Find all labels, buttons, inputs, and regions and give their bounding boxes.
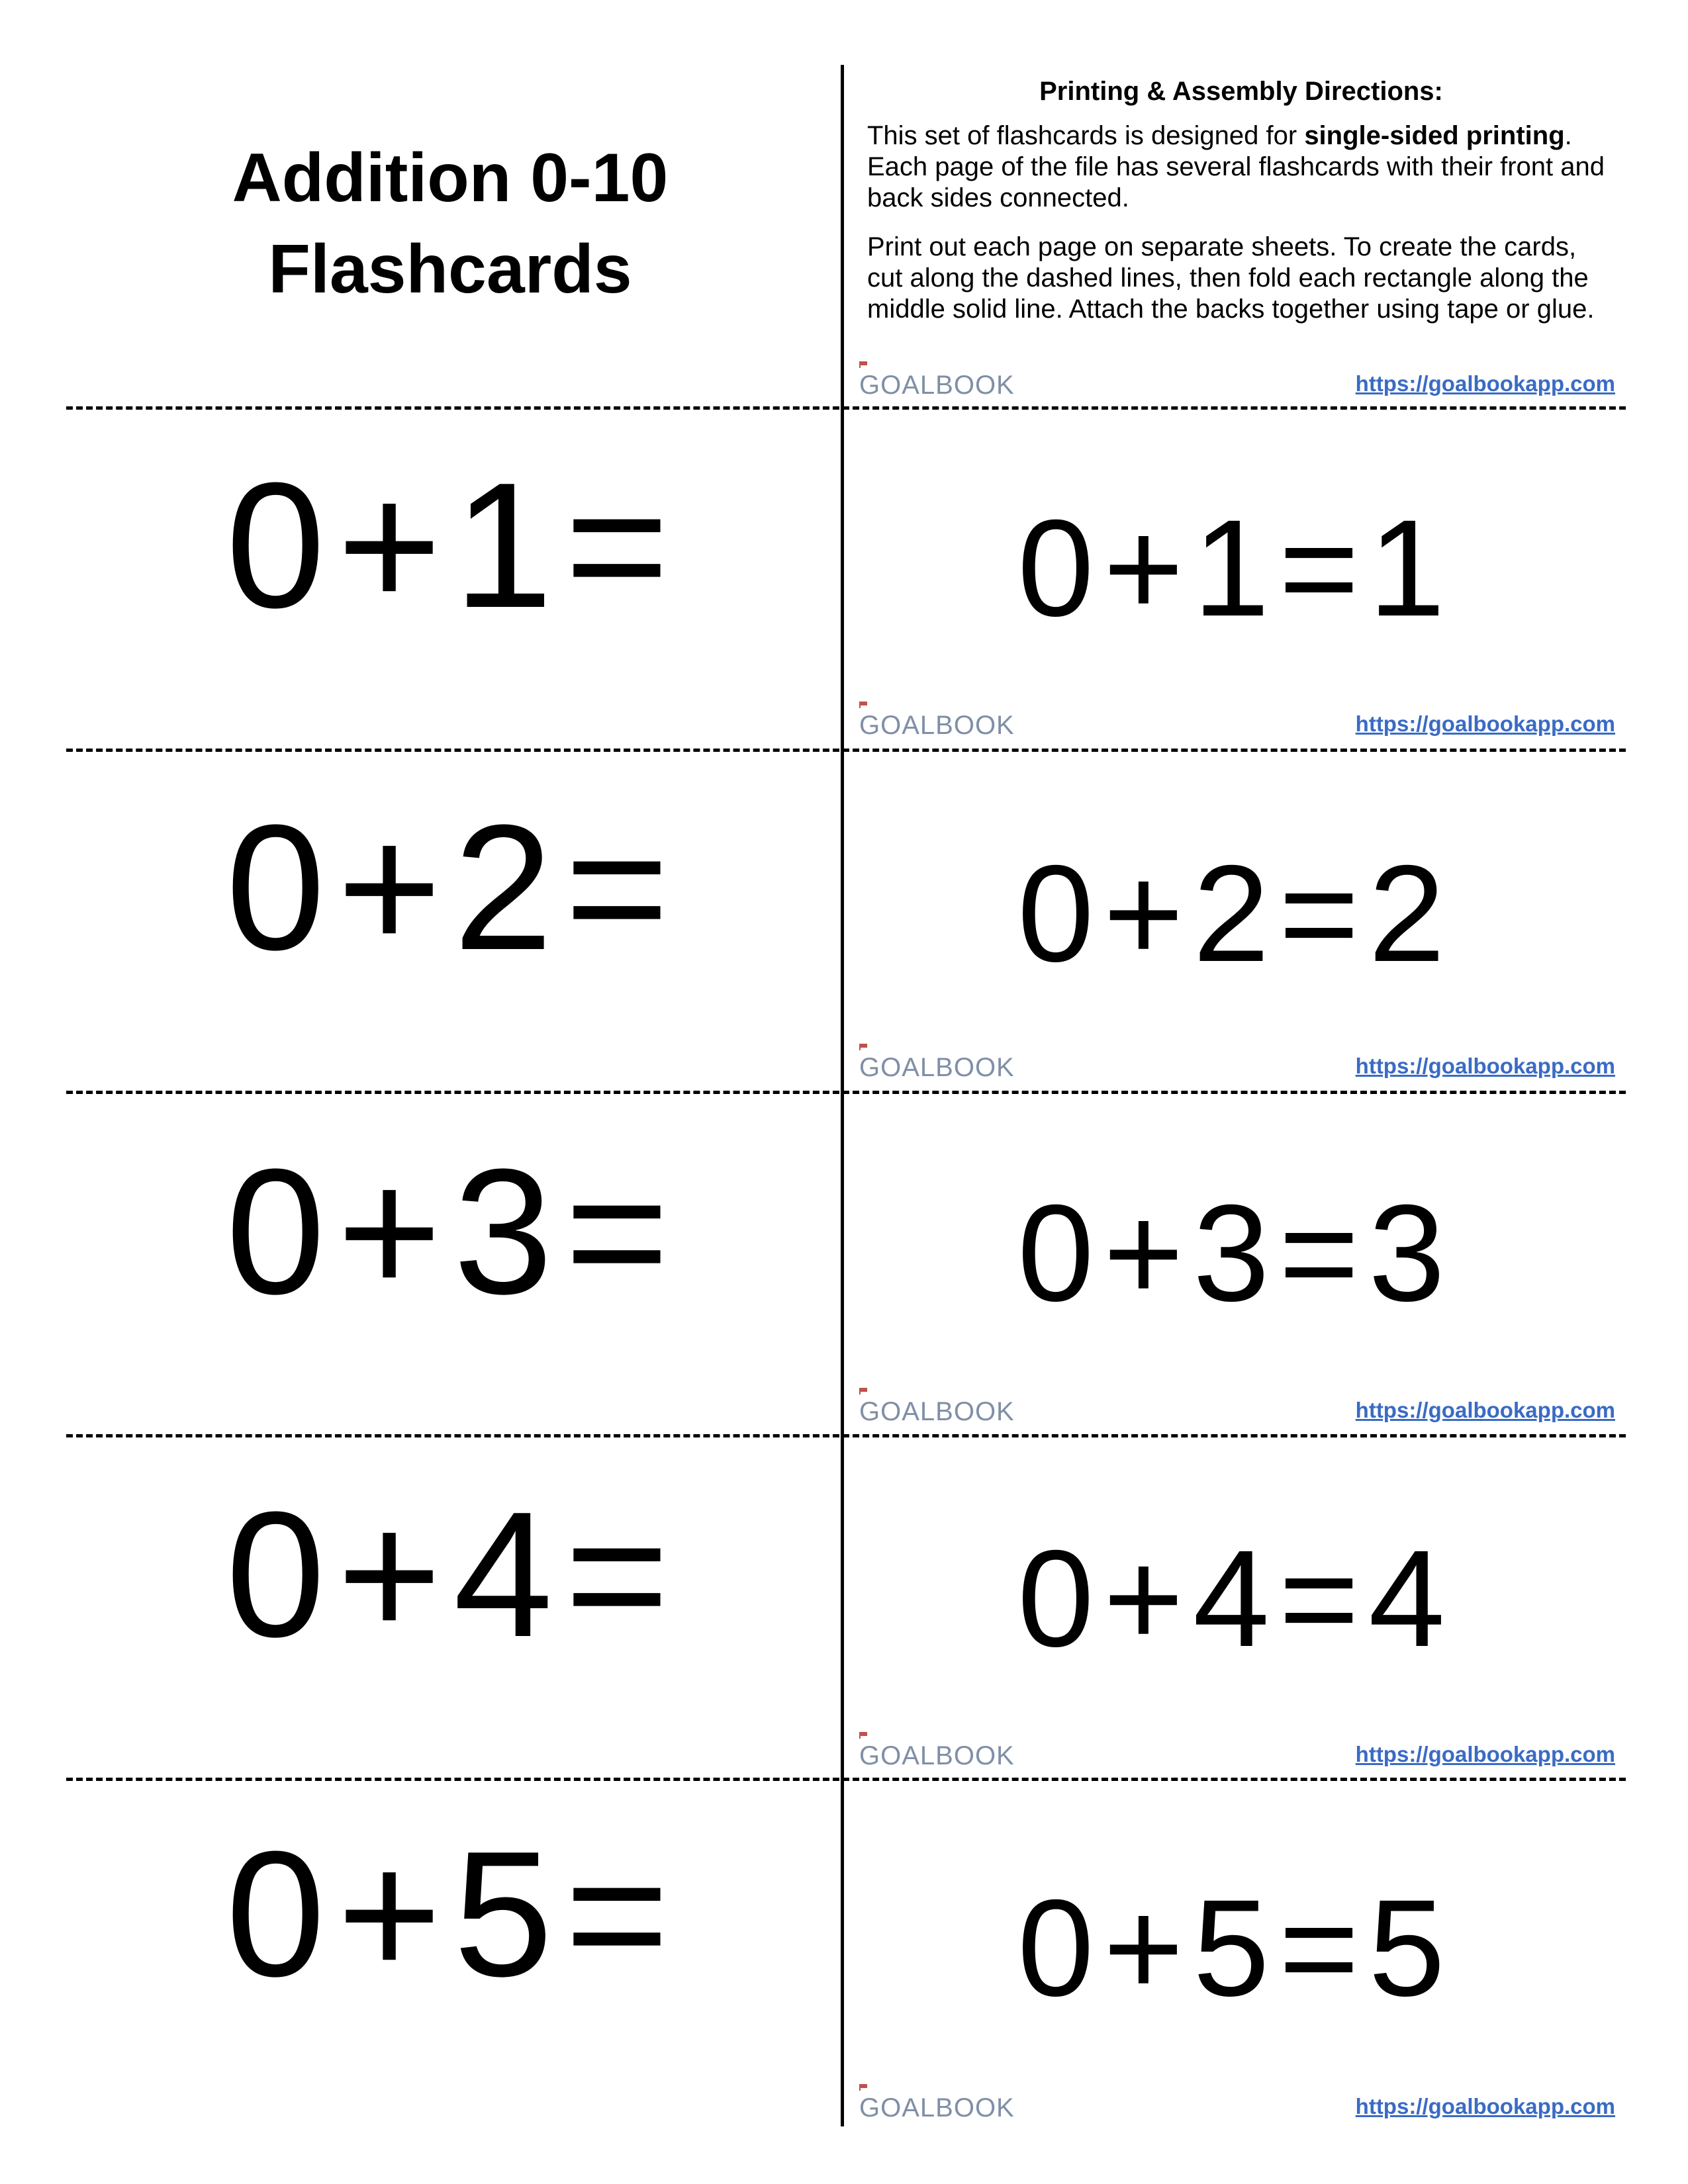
card-front: [66, 1475, 841, 1674]
cut-line: [66, 749, 1626, 752]
addend-a: 0: [1017, 1872, 1094, 2025]
logo-text: GOALBOOK: [859, 371, 1015, 400]
goalbook-link[interactable]: https://goalbookapp.com: [1355, 1398, 1615, 1422]
card-back: [847, 837, 1615, 991]
addend-b: 5: [1193, 1872, 1270, 2025]
answer: 4: [1368, 1522, 1445, 1676]
answer: 5: [1368, 1872, 1445, 2025]
addend-a: 0: [226, 788, 326, 987]
addend-b: 1: [453, 446, 553, 645]
card-front: [66, 788, 841, 987]
plus-sign: +: [1103, 492, 1184, 645]
goalbook-link[interactable]: https://goalbookapp.com: [1355, 371, 1615, 396]
equals-sign: =: [1278, 837, 1360, 991]
plus-sign: +: [337, 1815, 442, 2014]
directions-paragraph-1: [867, 120, 1615, 214]
goalbook-logo: [859, 2093, 1015, 2122]
directions-heading: Printing & Assembly Directions:: [1039, 77, 1443, 106]
plus-sign: +: [337, 1475, 442, 1674]
equals-sign: =: [565, 1132, 669, 1332]
equals-sign: =: [565, 446, 669, 645]
flag-icon: [859, 1732, 868, 1739]
addend-b: 5: [453, 1815, 553, 2014]
equals-sign: =: [1278, 1177, 1360, 1330]
card-back: [847, 1177, 1615, 1330]
addend-a: 0: [226, 1132, 326, 1332]
goalbook-logo: [859, 371, 1015, 400]
addend-b: 4: [1193, 1522, 1270, 1676]
cut-line: [66, 1091, 1626, 1094]
para1-bold: single-sided printing: [1304, 121, 1565, 150]
goalbook-link[interactable]: https://goalbookapp.com: [1355, 711, 1615, 736]
addend-a: 0: [1017, 837, 1094, 991]
title-line-2: Flashcards: [268, 231, 632, 308]
logo-text: GOALBOOK: [859, 1397, 1015, 1426]
card-front: [66, 1132, 841, 1332]
plus-sign: +: [1103, 1177, 1184, 1330]
fold-line: [841, 65, 844, 2126]
card-front: [66, 1815, 841, 2014]
addend-b: 1: [1193, 492, 1270, 645]
page-title: [66, 132, 834, 315]
flag-icon: [859, 361, 868, 368]
plus-sign: +: [1103, 1522, 1184, 1676]
answer: 1: [1368, 492, 1445, 645]
cut-line: [66, 1778, 1626, 1781]
flag-icon: [859, 1044, 868, 1050]
card-back: [847, 492, 1615, 645]
logo-text: GOALBOOK: [859, 1053, 1015, 1082]
card-back: [847, 1872, 1615, 2025]
goalbook-logo: [859, 1397, 1015, 1426]
flag-icon: [859, 2084, 868, 2091]
logo-text: GOALBOOK: [859, 1741, 1015, 1770]
goalbook-logo: [859, 1053, 1015, 1082]
goalbook-link[interactable]: https://goalbookapp.com: [1355, 1054, 1615, 1078]
flag-icon: [859, 702, 868, 708]
equals-sign: =: [565, 788, 669, 987]
addend-b: 3: [453, 1132, 553, 1332]
cut-line: [66, 1434, 1626, 1437]
logo-text: GOALBOOK: [859, 711, 1015, 740]
goalbook-logo: [859, 1741, 1015, 1770]
addend-a: 0: [226, 1475, 326, 1674]
flag-icon: [859, 1388, 868, 1394]
cut-line: [66, 406, 1626, 410]
card-back: [847, 1522, 1615, 1676]
addend-a: 0: [1017, 1522, 1094, 1676]
addend-b: 4: [453, 1475, 553, 1674]
goalbook-link[interactable]: https://goalbookapp.com: [1355, 1742, 1615, 1766]
addend-a: 0: [1017, 492, 1094, 645]
para1-end: . Each page of the file has several flashcards with their front and back sides connected.: [867, 121, 1605, 212]
equals-sign: =: [565, 1475, 669, 1674]
addend-b: 2: [1193, 837, 1270, 991]
plus-sign: +: [1103, 837, 1184, 991]
addend-b: 2: [453, 788, 553, 987]
goalbook-link[interactable]: https://goalbookapp.com: [1355, 2094, 1615, 2118]
equals-sign: =: [1278, 1872, 1360, 2025]
card-front: [66, 446, 841, 645]
title-line-1: Addition 0-10: [232, 140, 669, 216]
plus-sign: +: [337, 446, 442, 645]
logo-text: GOALBOOK: [859, 2093, 1015, 2122]
directions-paragraph-2: Print out each page on separate sheets. To create the cards, cut along the dashed lines, then fold each rectangle along the middle solid line. Attach the backs together using tape or glue.: [867, 232, 1595, 324]
addend-a: 0: [1017, 1177, 1094, 1330]
para1-start: This set of flashcards is designed for: [867, 121, 1305, 150]
addend-b: 3: [1193, 1177, 1270, 1330]
plus-sign: +: [337, 1132, 442, 1332]
goalbook-logo: [859, 711, 1015, 740]
equals-sign: =: [1278, 1522, 1360, 1676]
plus-sign: +: [1103, 1872, 1184, 2025]
addend-a: 0: [226, 1815, 326, 2014]
plus-sign: +: [337, 788, 442, 987]
equals-sign: =: [1278, 492, 1360, 645]
addend-a: 0: [226, 446, 326, 645]
answer: 2: [1368, 837, 1445, 991]
equals-sign: =: [565, 1815, 669, 2014]
answer: 3: [1368, 1177, 1445, 1330]
